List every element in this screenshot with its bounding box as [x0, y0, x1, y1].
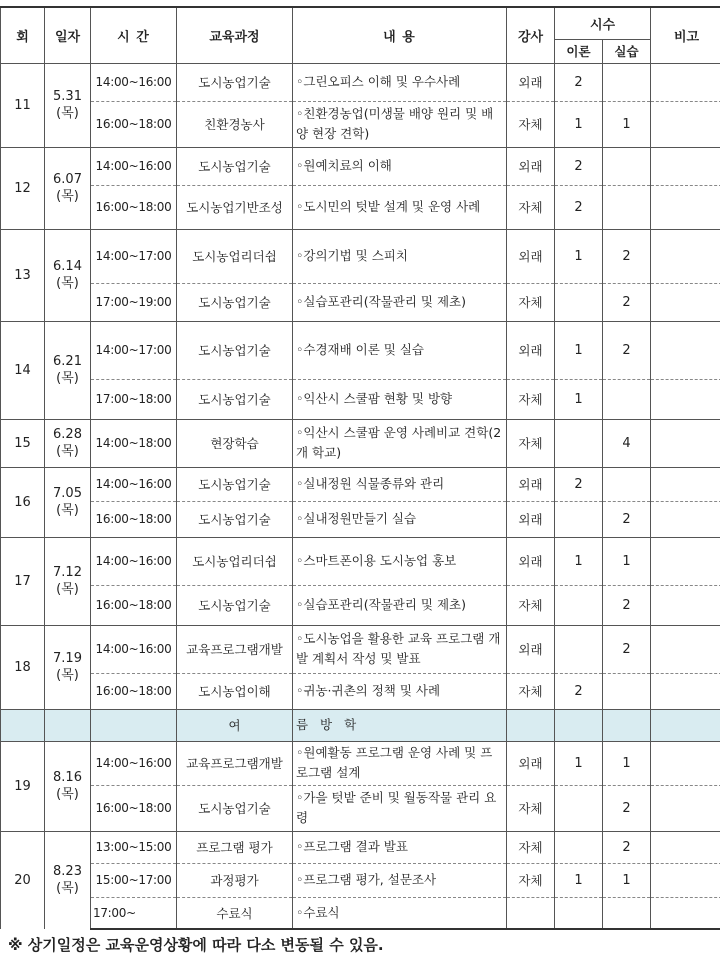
date-value: 8.16: [53, 770, 82, 785]
note-cell: [651, 63, 720, 101]
note-cell: [651, 897, 720, 929]
note-cell: [651, 467, 720, 501]
time-cell: 14:00~18:00: [91, 419, 177, 467]
time-cell: 14:00~16:00: [91, 147, 177, 185]
note-cell: [651, 741, 720, 785]
date-cell: [45, 229, 91, 321]
date-weekday: (목): [56, 106, 79, 121]
table-row: [1, 673, 720, 709]
practice-hours-cell: 2: [603, 831, 651, 863]
round-cell: 14: [1, 321, 45, 419]
instructor-cell: 외래: [507, 537, 555, 585]
date-cell: [45, 419, 91, 467]
practice-hours-cell: [603, 897, 651, 929]
theory-hours-cell: [555, 283, 603, 321]
course-cell: 도시농업기술: [177, 321, 293, 379]
theory-hours-cell: 1: [555, 379, 603, 419]
practice-hours-cell: 2: [603, 625, 651, 673]
table-row: [1, 741, 720, 785]
course-cell: 도시농업기술: [177, 379, 293, 419]
course-cell: 도시농업리더쉽: [177, 229, 293, 283]
theory-hours-cell: 1: [555, 101, 603, 147]
theory-hours-cell: [555, 419, 603, 467]
content-cell: ◦수료식: [293, 897, 507, 929]
note-cell: [651, 101, 720, 147]
schedule-footnote: ※ 상기일정은 교육운영상황에 따라 다소 변동될 수 있음.: [8, 936, 384, 954]
header-time: 시 간: [91, 7, 177, 63]
note-cell: [651, 229, 720, 283]
content-cell: ◦실습포관리(작물관리 및 제초): [293, 585, 507, 625]
date-cell: [45, 467, 91, 537]
content-cell: ◦실내정원 식물종류와 관리: [293, 467, 507, 501]
date-weekday: (목): [56, 668, 79, 683]
table-row: [1, 501, 720, 537]
date-weekday: (목): [56, 503, 79, 518]
content-cell: ◦스마트폰이용 도시농업 홍보: [293, 537, 507, 585]
instructor-cell: 자체: [507, 673, 555, 709]
content-cell: ◦수경재배 이론 및 실습: [293, 321, 507, 379]
course-cell: 도시농업기반조성: [177, 185, 293, 229]
practice-hours-cell: [603, 147, 651, 185]
schedule-body: [1, 63, 720, 929]
note-cell: [651, 379, 720, 419]
practice-hours-cell: 1: [603, 863, 651, 897]
date-value: 6.07: [53, 172, 82, 187]
theory-hours-cell: 1: [555, 741, 603, 785]
course-cell: 도시농업리더쉽: [177, 537, 293, 585]
date-cell: [45, 831, 91, 929]
date-cell: [45, 537, 91, 625]
round-cell: 15: [1, 419, 45, 467]
course-cell: 도시농업기술: [177, 467, 293, 501]
round-cell: 18: [1, 625, 45, 709]
content-cell: ◦귀농·귀촌의 정책 및 사례: [293, 673, 507, 709]
time-cell: 16:00~18:00: [91, 101, 177, 147]
table-row: [1, 185, 720, 229]
theory-hours-cell: 2: [555, 147, 603, 185]
instructor-cell: 자체: [507, 585, 555, 625]
practice-hours-cell: 2: [603, 501, 651, 537]
round-cell: 17: [1, 537, 45, 625]
note-cell: [651, 501, 720, 537]
time-cell: 14:00~16:00: [91, 741, 177, 785]
schedule-table: [0, 6, 720, 930]
theory-hours-cell: 1: [555, 863, 603, 897]
table-row: [1, 101, 720, 147]
time-cell: 16:00~18:00: [91, 185, 177, 229]
table-row: [1, 467, 720, 501]
date-value: 6.14: [53, 259, 82, 274]
course-cell: 도시농업기술: [177, 501, 293, 537]
theory-hours-cell: [555, 831, 603, 863]
practice-hours-cell: 4: [603, 419, 651, 467]
vacation-empty-cell: [91, 709, 177, 741]
date-value: 6.28: [53, 427, 82, 442]
theory-hours-cell: [555, 625, 603, 673]
time-cell: 14:00~16:00: [91, 625, 177, 673]
practice-hours-cell: [603, 673, 651, 709]
round-cell: 13: [1, 229, 45, 321]
header-date: 일자: [45, 7, 91, 63]
theory-hours-cell: [555, 585, 603, 625]
table-row: [1, 419, 720, 467]
note-cell: [651, 585, 720, 625]
instructor-cell: 자체: [507, 831, 555, 863]
content-cell: ◦도시농업을 활용한 교육 프로그램 개발 계획서 작성 및 발표: [293, 625, 507, 673]
date-weekday: (목): [56, 189, 79, 204]
note-cell: [651, 185, 720, 229]
date-cell: [45, 147, 91, 229]
header-theory: 이론: [555, 39, 603, 63]
note-cell: [651, 537, 720, 585]
header-course: 교육과정: [177, 7, 293, 63]
round-cell: 16: [1, 467, 45, 537]
time-cell: 17:00~19:00: [91, 283, 177, 321]
date-weekday: (목): [56, 444, 79, 459]
course-cell: 친환경농사: [177, 101, 293, 147]
practice-hours-cell: 1: [603, 101, 651, 147]
practice-hours-cell: 2: [603, 283, 651, 321]
instructor-cell: 외래: [507, 63, 555, 101]
theory-hours-cell: 2: [555, 673, 603, 709]
date-value: 8.23: [53, 864, 82, 880]
theory-hours-cell: [555, 501, 603, 537]
content-cell: ◦프로그램 평가, 설문조사: [293, 863, 507, 897]
course-cell: 프로그램 평가: [177, 831, 293, 863]
instructor-cell: 자체: [507, 419, 555, 467]
date-value: 5.31: [53, 89, 82, 104]
table-row: [1, 537, 720, 585]
note-cell: [651, 673, 720, 709]
vacation-row: [1, 709, 720, 741]
instructor-cell: 자체: [507, 185, 555, 229]
content-cell: ◦익산시 스쿨팜 현황 및 방향: [293, 379, 507, 419]
theory-hours-cell: [555, 785, 603, 831]
vacation-empty-cell: [507, 709, 555, 741]
time-cell: 16:00~18:00: [91, 585, 177, 625]
header-note: 비고: [651, 7, 720, 63]
instructor-cell: 자체: [507, 283, 555, 321]
content-cell: ◦실습포관리(작물관리 및 제초): [293, 283, 507, 321]
table-row: [1, 63, 720, 101]
time-cell: 15:00~17:00: [91, 863, 177, 897]
table-row: [1, 897, 720, 929]
vacation-label-right: 름 방 학: [293, 709, 507, 741]
instructor-cell: 외래: [507, 147, 555, 185]
instructor-cell: 외래: [507, 625, 555, 673]
date-value: 7.05: [53, 486, 82, 501]
time-cell: 17:00~: [91, 897, 177, 929]
date-cell: [45, 625, 91, 709]
note-cell: [651, 419, 720, 467]
practice-hours-cell: [603, 379, 651, 419]
theory-hours-cell: 1: [555, 537, 603, 585]
date-weekday: (목): [56, 787, 79, 802]
time-cell: 14:00~17:00: [91, 229, 177, 283]
header-round: 회: [1, 7, 45, 63]
instructor-cell: 외래: [507, 229, 555, 283]
time-cell: 17:00~18:00: [91, 379, 177, 419]
practice-hours-cell: [603, 63, 651, 101]
note-cell: [651, 785, 720, 831]
vacation-empty-cell: [651, 709, 720, 741]
theory-hours-cell: 1: [555, 321, 603, 379]
table-row: [1, 379, 720, 419]
header-practice: 실습: [603, 39, 651, 63]
note-cell: [651, 625, 720, 673]
vacation-label-left: 여: [177, 709, 293, 741]
header-content: 내 용: [293, 7, 507, 63]
note-cell: [651, 283, 720, 321]
date-value: 6.21: [53, 354, 82, 369]
vacation-empty-cell: [45, 709, 91, 741]
course-cell: 현장학습: [177, 419, 293, 467]
content-cell: ◦도시민의 텃밭 설계 및 운영 사례: [293, 185, 507, 229]
table-row: [1, 625, 720, 673]
theory-hours-cell: 2: [555, 185, 603, 229]
course-cell: 도시농업기술: [177, 147, 293, 185]
course-cell: 도시농업기술: [177, 585, 293, 625]
time-cell: 16:00~18:00: [91, 501, 177, 537]
instructor-cell: 자체: [507, 379, 555, 419]
table-row: [1, 863, 720, 897]
course-cell: 도시농업기술: [177, 63, 293, 101]
round-cell: 20: [1, 831, 45, 929]
table-row: [1, 585, 720, 625]
course-cell: 도시농업기술: [177, 283, 293, 321]
instructor-cell: 자체: [507, 785, 555, 831]
round-cell: 12: [1, 147, 45, 229]
content-cell: ◦실내정원만들기 실습: [293, 501, 507, 537]
table-row: [1, 321, 720, 379]
practice-hours-cell: 2: [603, 229, 651, 283]
theory-hours-cell: [555, 897, 603, 929]
date-weekday: (목): [56, 582, 79, 597]
instructor-cell: 외래: [507, 321, 555, 379]
content-cell: ◦그린오피스 이해 및 우수사례: [293, 63, 507, 101]
vacation-empty-cell: [555, 709, 603, 741]
instructor-cell: 자체: [507, 101, 555, 147]
course-cell: 과정평가: [177, 863, 293, 897]
practice-hours-cell: 1: [603, 741, 651, 785]
header-instructor: 강사: [507, 7, 555, 63]
content-cell: ◦익산시 스쿨팜 운영 사례비교 견학(2개 학교): [293, 419, 507, 467]
date-weekday: (목): [56, 371, 79, 386]
date-weekday: (목): [56, 881, 79, 897]
content-cell: ◦친환경농업(미생물 배양 원리 및 배양 현장 견학): [293, 101, 507, 147]
time-cell: 13:00~15:00: [91, 831, 177, 863]
date-weekday: (목): [56, 276, 79, 291]
content-cell: ◦가을 텃밭 준비 및 월동작물 관리 요령: [293, 785, 507, 831]
vacation-empty-cell: [603, 709, 651, 741]
date-value: 7.19: [53, 651, 82, 666]
vacation-empty-cell: [1, 709, 45, 741]
course-cell: 교육프로그램개발: [177, 625, 293, 673]
date-value: 7.12: [53, 565, 82, 580]
content-cell: ◦프로그램 결과 발표: [293, 831, 507, 863]
instructor-cell: 외래: [507, 501, 555, 537]
table-row: [1, 147, 720, 185]
course-cell: 도시농업이해: [177, 673, 293, 709]
table-row: [1, 785, 720, 831]
round-cell: 11: [1, 63, 45, 147]
date-cell: [45, 321, 91, 419]
time-cell: 14:00~16:00: [91, 467, 177, 501]
practice-hours-cell: 2: [603, 585, 651, 625]
date-cell: [45, 63, 91, 147]
time-cell: 16:00~18:00: [91, 673, 177, 709]
note-cell: [651, 147, 720, 185]
practice-hours-cell: 1: [603, 537, 651, 585]
course-cell: 도시농업기술: [177, 785, 293, 831]
theory-hours-cell: 2: [555, 467, 603, 501]
time-cell: 14:00~16:00: [91, 537, 177, 585]
practice-hours-cell: [603, 185, 651, 229]
instructor-cell: 자체: [507, 863, 555, 897]
instructor-cell: 외래: [507, 741, 555, 785]
instructor-cell: [507, 897, 555, 929]
date-cell: [45, 741, 91, 831]
theory-hours-cell: 2: [555, 63, 603, 101]
header-hours: 시수: [555, 7, 651, 39]
theory-hours-cell: 1: [555, 229, 603, 283]
content-cell: ◦원예활동 프로그램 운영 사례 및 프로그램 설계: [293, 741, 507, 785]
practice-hours-cell: 2: [603, 321, 651, 379]
content-cell: ◦원예치료의 이해: [293, 147, 507, 185]
practice-hours-cell: 2: [603, 785, 651, 831]
table-row: [1, 283, 720, 321]
content-cell: ◦강의기법 및 스피치: [293, 229, 507, 283]
table-row: [1, 831, 720, 863]
course-cell: 교육프로그램개발: [177, 741, 293, 785]
practice-hours-cell: [603, 467, 651, 501]
course-cell: 수료식: [177, 897, 293, 929]
time-cell: 14:00~17:00: [91, 321, 177, 379]
note-cell: [651, 321, 720, 379]
time-cell: 14:00~16:00: [91, 63, 177, 101]
instructor-cell: 외래: [507, 467, 555, 501]
table-row: [1, 229, 720, 283]
note-cell: [651, 831, 720, 863]
note-cell: [651, 863, 720, 897]
round-cell: 19: [1, 741, 45, 831]
time-cell: 16:00~18:00: [91, 785, 177, 831]
